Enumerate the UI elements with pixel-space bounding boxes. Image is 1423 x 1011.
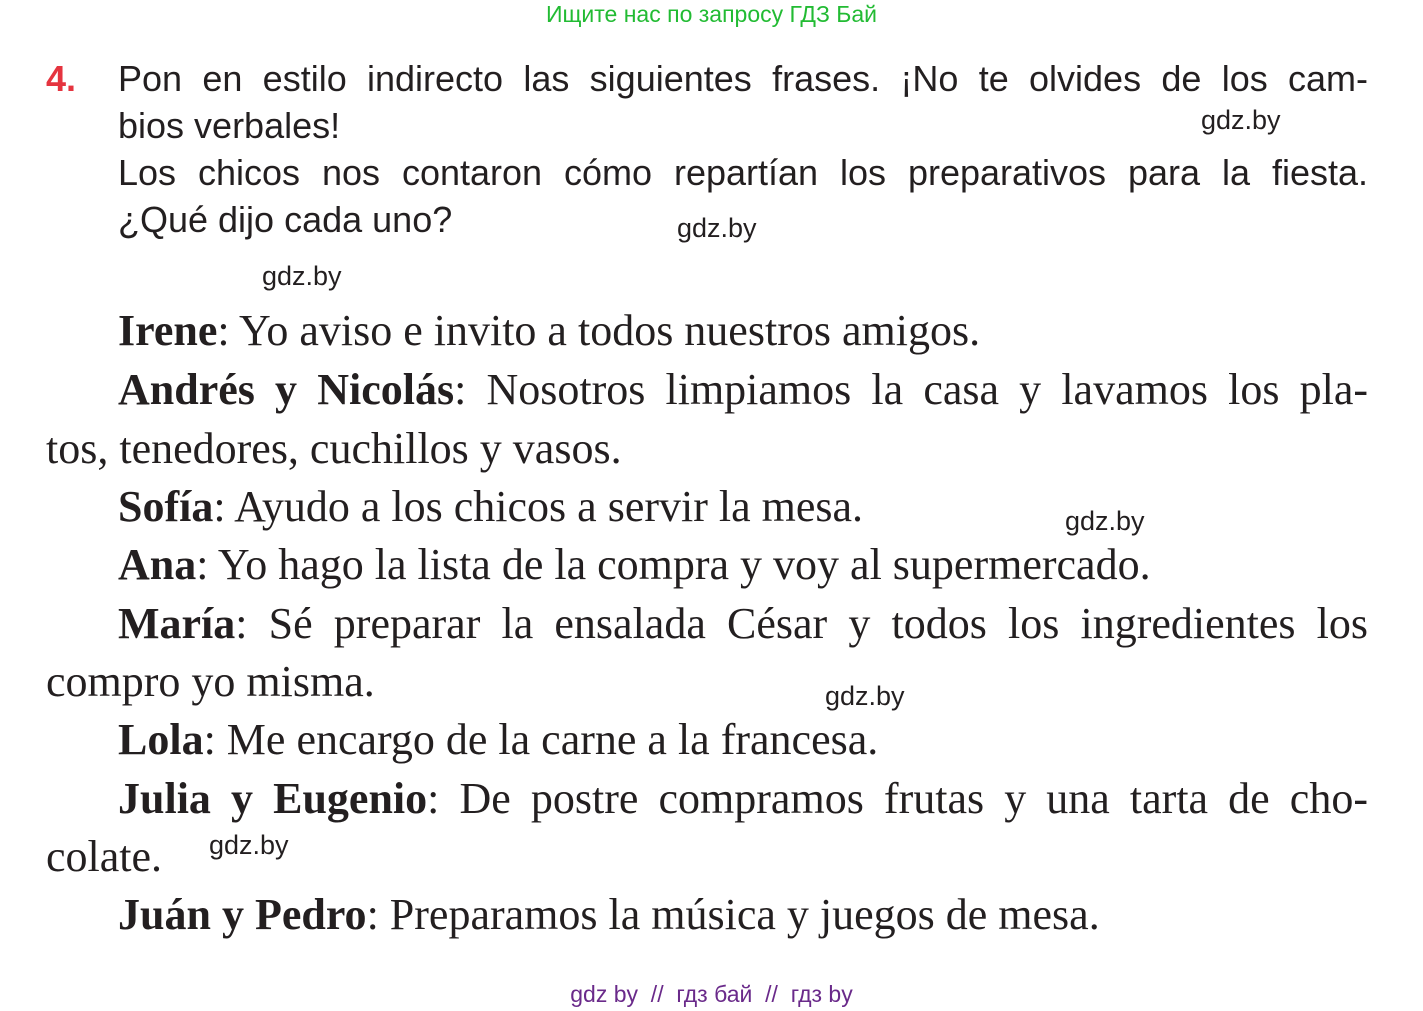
speaker-name: María <box>118 599 236 648</box>
watermark: gdz.by <box>262 261 342 291</box>
dialogue-line-julia-eugenio <box>118 770 1368 828</box>
watermark: gdz.by <box>209 830 289 860</box>
exercise-number: 4. <box>46 58 77 99</box>
speaker-name: Juán y Pedro <box>118 890 367 939</box>
speaker-name: Irene <box>118 306 218 355</box>
speech-text: : De postre compramos frutas y una tarta de cho- <box>427 774 1368 823</box>
speech-text: : Sé preparar la ensalada César y todos los ingredientes los <box>235 599 1368 648</box>
dialogue-continuation: colate. <box>46 832 163 881</box>
speech-text: : Yo hago la lista de la compra y voy al supermercado. <box>196 540 1151 589</box>
instruction-line-4: ¿Qué dijo cada uno? <box>118 199 453 240</box>
speech-text: : Nosotros limpiamos la casa y lavamos los pla- <box>454 365 1369 414</box>
dialogue-continuation: tos, tenedores, cuchillos y vasos. <box>46 424 622 473</box>
instruction-line-1: Pon en estilo indirecto las siguientes frases. ¡No te olvides de los cam- <box>118 58 1368 99</box>
speech-text: : Preparamos la música y juegos de mesa. <box>366 890 1100 939</box>
watermark: gdz.by <box>1201 105 1281 135</box>
speaker-name: Lola <box>118 715 204 764</box>
speech-text: : Ayudo a los chicos a servir la mesa. <box>213 482 864 531</box>
speech-text: : Yo aviso e invito a todos nuestros amigos. <box>217 306 981 355</box>
watermark: gdz.by <box>825 681 905 711</box>
instruction-line-3: Los chicos nos contaron cómo repartían los preparativos para la fiesta. <box>118 152 1368 193</box>
dialogue-line-ana <box>118 536 1368 594</box>
dialogue-continuation: compro yo misma. <box>46 657 375 706</box>
dialogue-line-maria <box>118 595 1368 653</box>
speech-text: : Me encargo de la carne a la francesa. <box>203 715 879 764</box>
dialogue-line-juan-pedro <box>118 886 1368 944</box>
dialogue-line-lola <box>118 711 1368 769</box>
speaker-name: Andrés y Nicolás <box>118 365 455 414</box>
instruction-line-2: bios verbales! <box>118 105 341 146</box>
footer-links: gdz by // гдз бай // гдз by <box>570 981 853 1007</box>
dialogue-line-irene <box>118 302 1368 360</box>
top-banner: Ищите нас по запросу ГДЗ Бай <box>545 1 878 27</box>
watermark: gdz.by <box>677 213 757 243</box>
speaker-name: Ana <box>118 540 197 589</box>
speaker-name: Julia y Eugenio <box>118 774 428 823</box>
dialogue-line-andres-nicolas <box>118 361 1368 419</box>
dialogue-line-sofia <box>118 478 1368 536</box>
watermark: gdz.by <box>1065 506 1145 536</box>
speaker-name: Sofía <box>118 482 214 531</box>
